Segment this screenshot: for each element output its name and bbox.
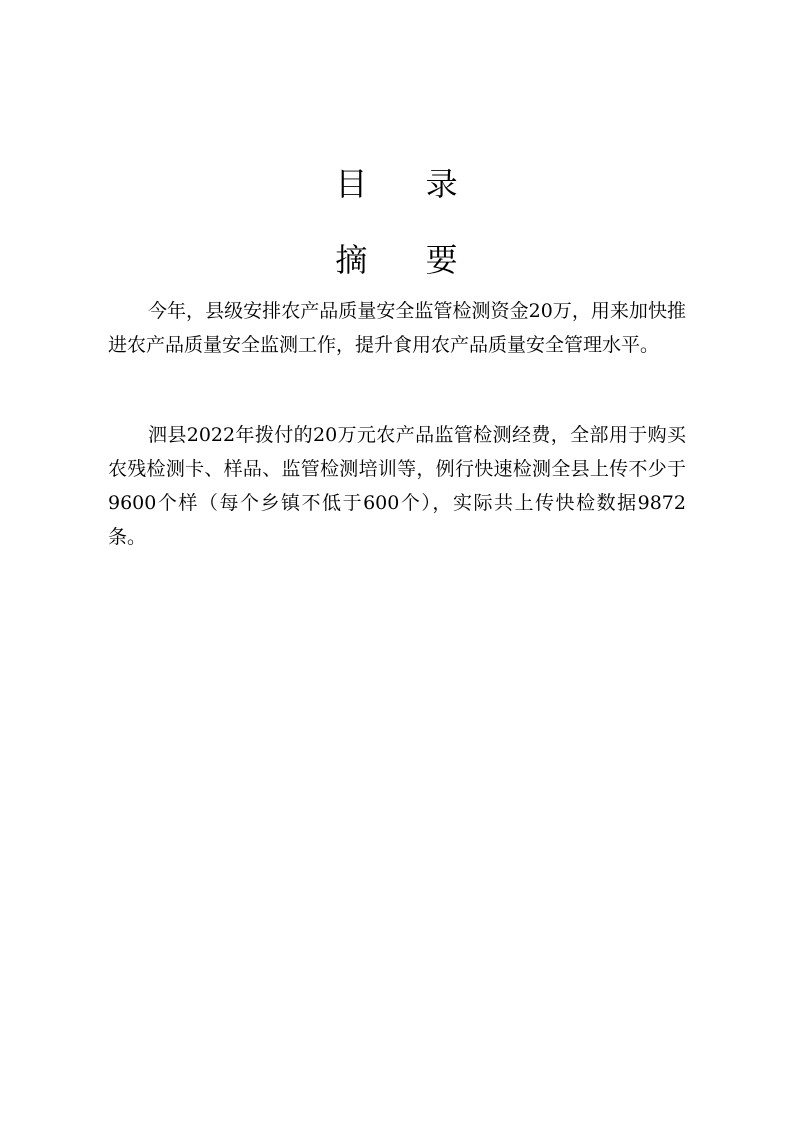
abstract-heading: 摘 要 xyxy=(335,241,482,279)
abstract-paragraph-1: 今年，县级安排农产品质量安全监管检测资金20万，用来加快推进农产品质量安全监测工作，提升食用农产品质量安全管理水平。 xyxy=(108,300,686,356)
table-of-contents-heading: 目 录 xyxy=(335,165,482,203)
abstract-paragraph-2: 泗县2022年拨付的20万元农产品监管检测经费，全部用于购买农残检测卡、样品、监管检测培训等，例行快速检测全县上传不少于9600个样（每个乡镇不低于600个），实际共上传快检数据9872条。 xyxy=(108,424,686,548)
